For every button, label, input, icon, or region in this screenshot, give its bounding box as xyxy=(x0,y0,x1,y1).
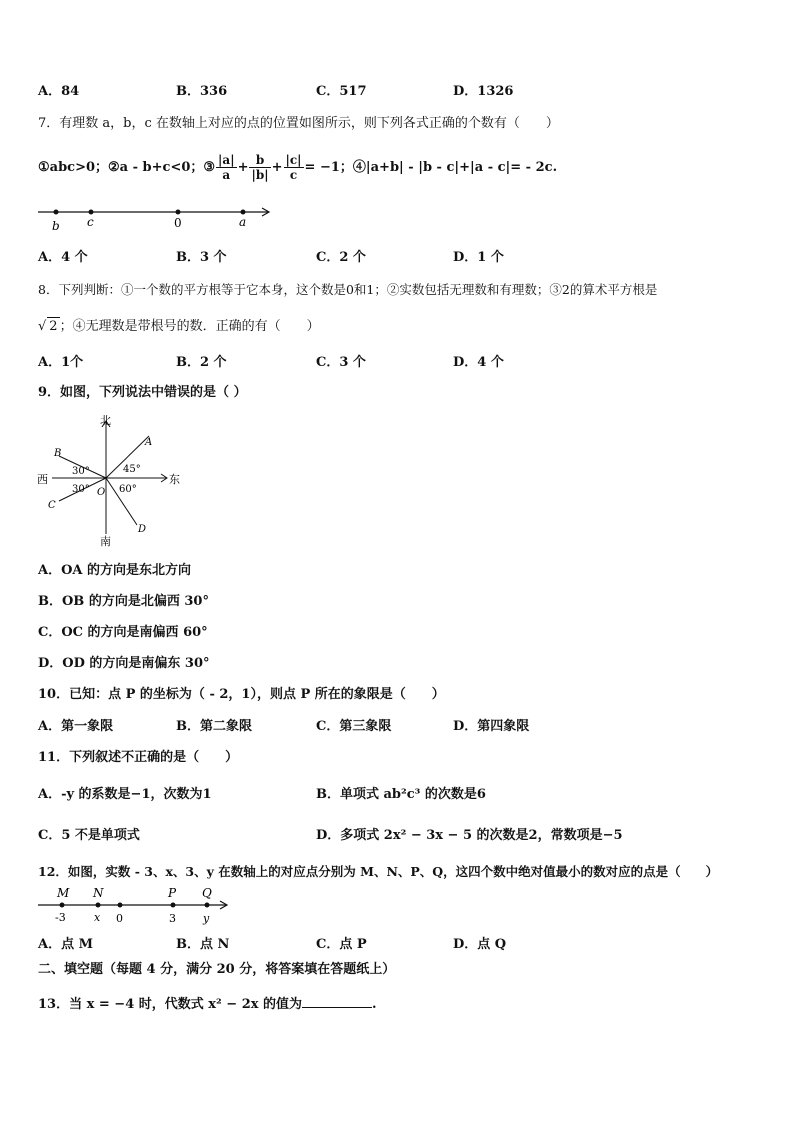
q9-label-c: C xyxy=(48,500,56,511)
q12-option-c: C．点 P xyxy=(316,937,367,952)
q12-value-n: x xyxy=(94,911,101,924)
q10-stem: 10．已知：点 P 的坐标为（ - 2，1），则点 P 所在的象限是（ ） xyxy=(38,687,445,702)
q12-number-line xyxy=(36,882,236,926)
q9-label-o: O xyxy=(97,487,106,498)
q12-stem: 12．如图，实数 - 3、x、3、y 在数轴上的对应点分别为 M、N、P、Q，这四个数中绝对值最小的数对应的点是（ ） xyxy=(38,864,719,879)
q9-angle-c: 30° xyxy=(72,484,90,495)
q13-answer-blank[interactable] xyxy=(302,994,372,1008)
q10-option-b: B．第二象限 xyxy=(176,719,252,734)
q6-option-d: D．1326 xyxy=(453,84,514,99)
q7-expr-1: ①abc>0；②a - b+c<0；③ xyxy=(38,160,216,175)
q9-option-d: D．OD 的方向是南偏东 30° xyxy=(38,656,210,671)
q12-point-m xyxy=(60,903,65,908)
q12-option-a: A．点 M xyxy=(38,937,94,952)
q12-label-q: Q xyxy=(202,886,212,900)
q7-option-d: D．1 个 xyxy=(453,250,504,265)
q7-point-0 xyxy=(176,210,181,215)
q8-option-c: C．3 个 xyxy=(316,355,366,370)
q11-option-c: C．5 不是单项式 xyxy=(38,828,140,843)
q11-stem: 11．下列叙述不正确的是（ ） xyxy=(38,750,239,765)
q9-angle-b: 30° xyxy=(72,466,90,477)
q10-option-d: D．第四象限 xyxy=(453,719,530,734)
q13-stem-1: 13．当 x = −4 时，代数式 x² − 2x 的值为 xyxy=(38,997,303,1012)
q7-frac-a: $\frac{|a|}{a}$ xyxy=(218,153,235,182)
q7-expressions: ①abc>0；②a - b+c<0；③ $\frac{|a|}{a}$ + $\frac{b}{|b|}$ + $\frac{|c|}{c}$ = −1；④|a+b| - |b - c|+|a - c|= - 2c. xyxy=(38,153,558,182)
q7-frac-c: $\frac{|c|}{c}$ xyxy=(285,153,302,182)
q11-option-d: D．多项式 2x² − 3x − 5 的次数是2，常数项是−5 xyxy=(316,828,623,843)
q8-option-d: D．4 个 xyxy=(453,355,504,370)
q8-stem-1: 8．下列判断：①一个数的平方根等于它本身，这个数是0和1；②实数包括无理数和有理数；③2的算术平方根是 xyxy=(38,282,658,297)
q9-label-west: 西 xyxy=(37,473,48,486)
q11-option-b: B．单项式 ab²c³ 的次数是6 xyxy=(316,787,486,802)
q8-stem-line-2: √ 2 ；④无理数是带根号的数．正确的有（ ） xyxy=(38,319,320,334)
q7-label-0: 0 xyxy=(174,216,182,230)
q9-stem: 9．如图，下列说法中错误的是（ ） xyxy=(38,385,247,400)
section-2-heading: 二、填空题（每题 4 分，满分 20 分，将答案填在答题纸上） xyxy=(38,962,396,977)
q12-point-p xyxy=(171,903,176,908)
q6-option-b: B．336 xyxy=(176,84,228,99)
q12-value-q: y xyxy=(203,912,210,925)
q6-option-a: A．84 xyxy=(38,84,80,99)
q12-label-m: M xyxy=(57,886,70,900)
q12-point-q xyxy=(205,903,210,908)
q9-label-south: 南 xyxy=(100,535,111,548)
q12-label-p: P xyxy=(168,886,177,900)
q13-stem-2: . xyxy=(372,997,377,1012)
q7-number-line xyxy=(36,200,276,236)
q7-label-c: c xyxy=(87,215,94,229)
q9-angle-d: 60° xyxy=(119,484,137,495)
q9-option-c: C．OC 的方向是南偏西 60° xyxy=(38,625,208,640)
q9-label-east: 东 xyxy=(169,473,180,486)
q11-option-a: A．-y 的系数是−1，次数为1 xyxy=(38,787,212,802)
q12-point-0 xyxy=(118,903,123,908)
q7-expr-2: = −1；④|a+b| - |b - c|+|a - c|= - 2c. xyxy=(304,160,558,175)
q9-option-b: B．OB 的方向是北偏西 30° xyxy=(38,594,209,609)
q7-option-a: A．4 个 xyxy=(38,250,88,265)
q9-option-a: A．OA 的方向是东北方向 xyxy=(38,563,192,578)
q8-option-a: A．1个 xyxy=(38,355,84,370)
q7-point-c xyxy=(89,210,94,215)
q12-option-b: B．点 N xyxy=(176,937,230,952)
q8-sqrt: 2 xyxy=(49,319,58,334)
q10-option-c: C．第三象限 xyxy=(316,719,392,734)
q6-option-c: C．517 xyxy=(316,84,367,99)
q7-label-a: a xyxy=(239,215,247,229)
q7-option-c: C．2 个 xyxy=(316,250,366,265)
q8-option-b: B．2 个 xyxy=(176,355,227,370)
q13-stem xyxy=(38,994,377,1014)
q9-label-north: 北 xyxy=(100,414,111,427)
q12-point-n xyxy=(96,903,101,908)
q9-label-a: A xyxy=(145,437,153,448)
q8-stem-2: ；④无理数是带根号的数．正确的有（ ） xyxy=(59,319,320,334)
q12-value-p: 3 xyxy=(169,912,176,925)
q7-point-a xyxy=(241,210,246,215)
q7-frac-b: $\frac{b}{|b|}$ xyxy=(251,153,269,182)
q7-point-b xyxy=(54,210,59,215)
q12-label-n: N xyxy=(93,886,104,900)
q7-option-b: B．3 个 xyxy=(176,250,227,265)
q9-label-b: B xyxy=(54,448,62,459)
q9-label-d: D xyxy=(138,524,147,535)
q9-angle-a: 45° xyxy=(123,464,141,475)
q12-value-0: 0 xyxy=(116,912,123,925)
q7-stem: 7．有理数 a，b，c 在数轴上对应的点的位置如图所示，则下列各式正确的个数有（ ） xyxy=(38,116,559,131)
q10-option-a: A．第一象限 xyxy=(38,719,114,734)
q7-label-b: b xyxy=(52,219,60,233)
q12-value-m: -3 xyxy=(55,911,66,924)
q9-compass-diagram xyxy=(34,412,194,550)
q12-option-d: D．点 Q xyxy=(453,937,507,952)
